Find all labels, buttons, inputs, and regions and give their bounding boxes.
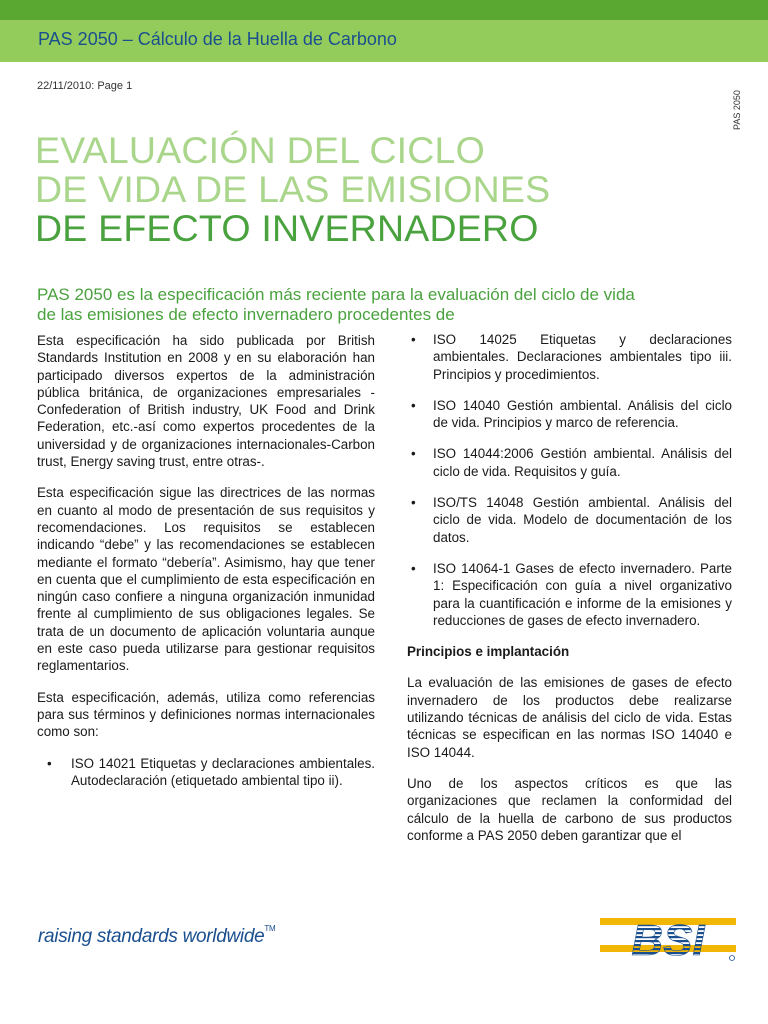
- paragraph: Esta especificación sigue las directrices de las normas en cuanto al modo de presentación de sus requisitos y recomendaciones. Los requisitos se establecen indicando “debe” y las recomendaciones se establecen mediante el formato “debería”. Asimismo, hay que tener en cuenta que el cumplimiento de esta especificación en ningún caso confiere a ninguna organización inmunidad frente al cumplimiento de sus obligaciones legales. Se trata de un documento de aplicación voluntaria aunque en este caso pueda utilizarse para gestionar requisitos reglamentarios.: [37, 485, 375, 674]
- list-item: • ISO 14040 Gestión ambiental. Análisis del ciclo de vida. Principios y marco de referencia.: [407, 397, 732, 432]
- paragraph: La evaluación de las emisiones de gases de efecto invernadero de los productos debe realizarse utilizando técnicas de análisis del ciclo de vida. Estas técnicas se especifican en las normas ISO 14040 e ISO 14044.: [407, 675, 732, 760]
- paragraph: Esta especificación ha sido publicada por British Standards Institution en 2008 y en su elaboración han participado diversos expertos de la administración pública británica, de organizaciones empresariales -Confederation of British industry, UK Food and Drink Federation, etc.-así como expertos procedentes de la universidad y de organizaciones internacionales-Carbon trust, Energy saving trust, entre otras-.: [37, 333, 375, 470]
- trademark-mark: TM: [264, 924, 276, 933]
- slogan-text: raising standards worldwide: [38, 926, 265, 947]
- column-left: [37, 332, 375, 803]
- document-title: [35, 131, 550, 248]
- header-bar: [0, 20, 768, 62]
- list-item: • ISO 14021 Etiquetas y declaraciones ambientales. Autodeclaración (etiquetado ambiental tipo ii).: [37, 755, 375, 790]
- footer-slogan: [38, 926, 275, 948]
- side-label: [727, 86, 747, 134]
- list-item: • ISO 14064-1 Gases de efecto invernadero. Parte 1: Especificación con guía a nivel organizativo para la cuantificación e informe de la emisiones y reducciones de gases de efecto invernadero.: [407, 560, 732, 629]
- title-line-2: DE VIDA DE LAS EMISIONES: [35, 168, 551, 210]
- column-right: [407, 332, 732, 858]
- bsi-logo: [598, 912, 738, 964]
- registered-mark-icon: [730, 956, 735, 961]
- reference-list: [37, 755, 375, 790]
- side-label-text: PAS 2050: [732, 90, 742, 130]
- section-heading: Principios e implantación: [407, 644, 570, 660]
- list-item: • ISO 14044:2006 Gestión ambiental. Análisis del ciclo de vida. Requisitos y guía.: [407, 445, 732, 480]
- title-line-1: EVALUACIÓN DEL CICLO: [35, 129, 485, 171]
- reference-list: [407, 331, 732, 629]
- paragraph: Esta especificación, además, utiliza como referencias para sus términos y definiciones normas internacionales como son:: [37, 689, 375, 740]
- header-title: PAS 2050 – Cálculo de la Huella de Carbono: [38, 29, 397, 49]
- page-date: 22/11/2010: Page 1: [37, 80, 133, 92]
- paragraph: Uno de los aspectos críticos es que las organizaciones que reclamen la conformidad del cálculo de la huella de carbono de sus productos conforme a PAS 2050 deben garantizar que el: [407, 775, 732, 843]
- list-item: • ISO 14025 Etiquetas y declaraciones ambientales. Declaraciones ambientales tipo iii. Principios y procedimientos.: [407, 331, 732, 383]
- header-accent-strip: [0, 0, 768, 20]
- title-line-3: DE EFECTO INVERNADERO: [35, 207, 539, 249]
- logo-text: BSI: [631, 916, 705, 964]
- lead-paragraph: PAS 2050 es la especificación más reciente para la evaluación del ciclo de vida de las emisiones de efecto invernadero procedentes de: [37, 285, 635, 324]
- list-item: • ISO/TS 14048 Gestión ambiental. Análisis del ciclo de vida. Modelo de documentación de los datos.: [407, 494, 732, 546]
